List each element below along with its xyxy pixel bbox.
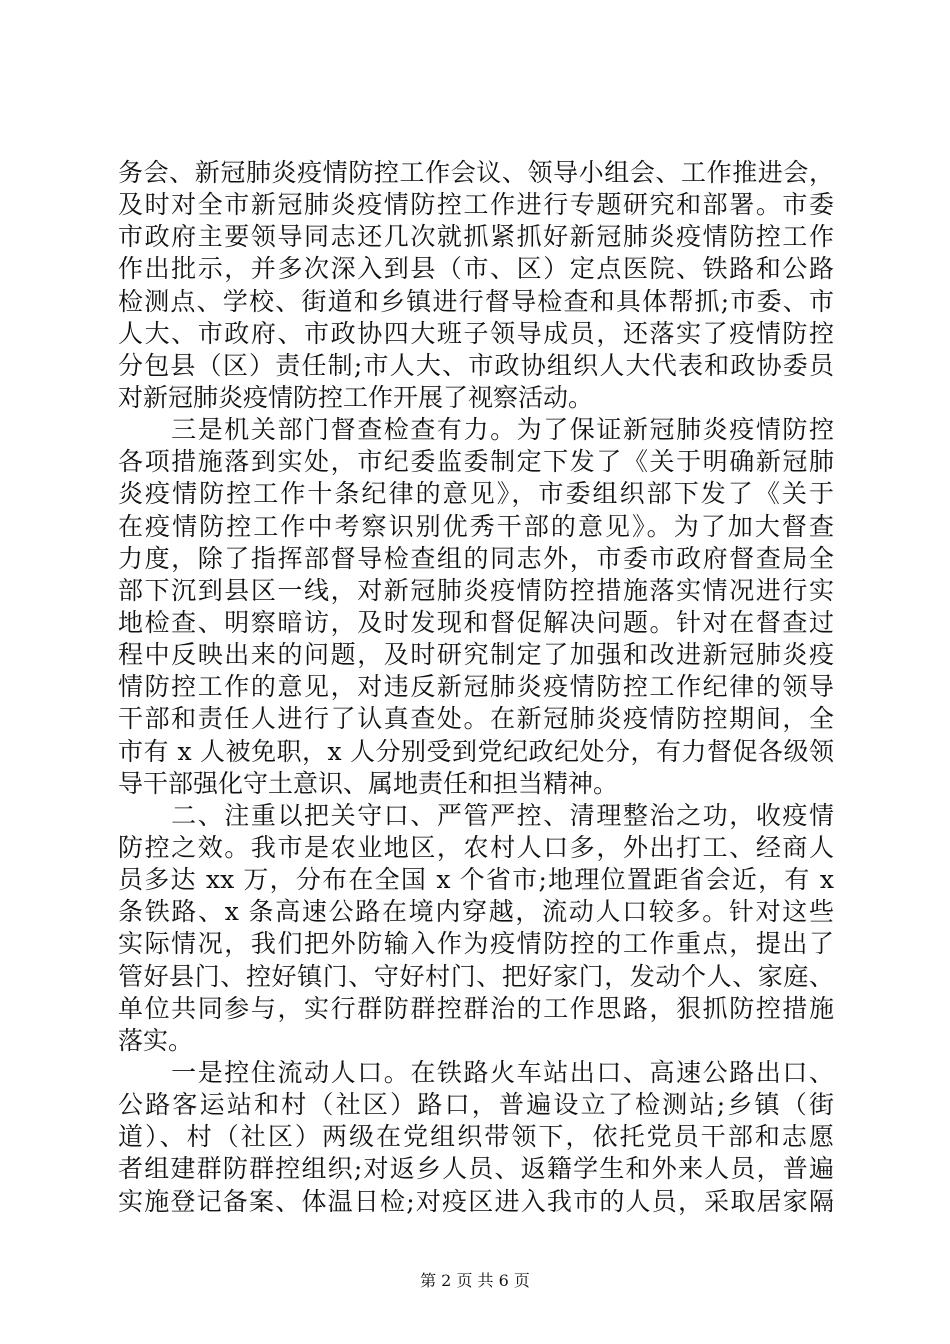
text-line: 三是机关部门督查检查有力。为了保证新冠肺炎疫情防控 <box>118 415 834 445</box>
text-line: 对新冠肺炎疫情防控工作开展了视察活动。 <box>118 382 594 412</box>
text-line: 二、注重以把关守口、严管严控、清理整治之功，收疫情 <box>118 800 834 830</box>
text-line: 地检查、明察暗访，及时发现和督促解决问题。针对在督查过 <box>118 607 834 637</box>
text-line: 及时对全市新冠肺炎疫情防控工作进行专题研究和部署。市委 <box>118 190 834 220</box>
text-line: 员多达 xx 万，分布在全国 x 个省市;地理位置距省会近，有 x <box>118 865 834 895</box>
text-line: 市有 x 人被免职，x 人分别受到党纪政纪处分，有力督促各级领 <box>118 736 834 766</box>
text-line: 市政府主要领导同志还几次就抓紧抓好新冠肺炎疫情防控工作 <box>118 222 834 252</box>
text-line: 道）、村（社区）两级在党组织带领下，依托党员干部和志愿 <box>118 1122 834 1152</box>
text-line: 落实。 <box>118 1025 194 1055</box>
text-line: 情防控工作的意见，对违反新冠肺炎疫情防控工作纪律的领导 <box>118 672 834 702</box>
text-line: 导干部强化守土意识、属地责任和担当精神。 <box>118 768 619 798</box>
text-line: 单位共同参与，实行群防群控群治的工作思路，狠抓防控措施 <box>118 993 834 1023</box>
page-footer: 第 2 页 共 6 页 <box>420 1271 530 1290</box>
text-line: 者组建群防群控组织;对返乡人员、返籍学生和外来人员，普遍 <box>118 1154 834 1184</box>
text-line: 务会、新冠肺炎疫情防控工作会议、领导小组会、工作推进会， <box>118 158 834 187</box>
text-line: 干部和责任人进行了认真查处。在新冠肺炎疫情防控期间，全 <box>118 704 834 734</box>
text-line: 实际情况，我们把外防输入作为疫情防控的工作重点，提出了 <box>118 929 834 959</box>
text-line: 作出批示，并多次深入到县（市、区）定点医院、铁路和公路 <box>118 254 834 284</box>
text-line: 管好县门、控好镇门、守好村门、把好家门，发动个人、家庭、 <box>118 961 834 991</box>
text-line: 程中反映出来的问题，及时研究制定了加强和改进新冠肺炎疫 <box>118 640 834 670</box>
text-line: 检测点、学校、街道和乡镇进行督导检查和具体帮抓;市委、市 <box>118 286 834 316</box>
text-line: 防控之效。我市是农业地区，农村人口多，外出打工、经商人 <box>118 832 834 862</box>
text-line: 炎疫情防控工作十条纪律的意见》，市委组织部下发了《关于 <box>118 479 834 509</box>
text-line: 条铁路、x 条高速公路在境内穿越，流动人口较多。针对这些 <box>118 897 834 927</box>
text-line: 一是控住流动人口。在铁路火车站出口、高速公路出口、 <box>118 1057 834 1087</box>
body-text <box>118 157 834 1218</box>
text-line: 公路客运站和村（社区）路口，普遍设立了检测站;乡镇（街 <box>118 1090 834 1120</box>
text-line: 各项措施落到实处，市纪委监委制定下发了《关于明确新冠肺 <box>118 447 834 477</box>
text-line: 在疫情防控工作中考察识别优秀干部的意见》。为了加大督查 <box>118 511 834 541</box>
text-line: 部下沉到县区一线，对新冠肺炎疫情防控措施落实情况进行实 <box>118 575 834 605</box>
text-line: 分包县（区）责任制;市人大、市政协组织人大代表和政协委员 <box>118 350 834 380</box>
text-line: 实施登记备案、体温日检;对疫区进入我市的人员，采取居家隔 <box>118 1186 834 1216</box>
text-line: 人大、市政府、市政协四大班子领导成员，还落实了疫情防控 <box>118 318 834 348</box>
text-line: 力度，除了指挥部督导检查组的同志外，市委市政府督查局全 <box>118 543 834 573</box>
